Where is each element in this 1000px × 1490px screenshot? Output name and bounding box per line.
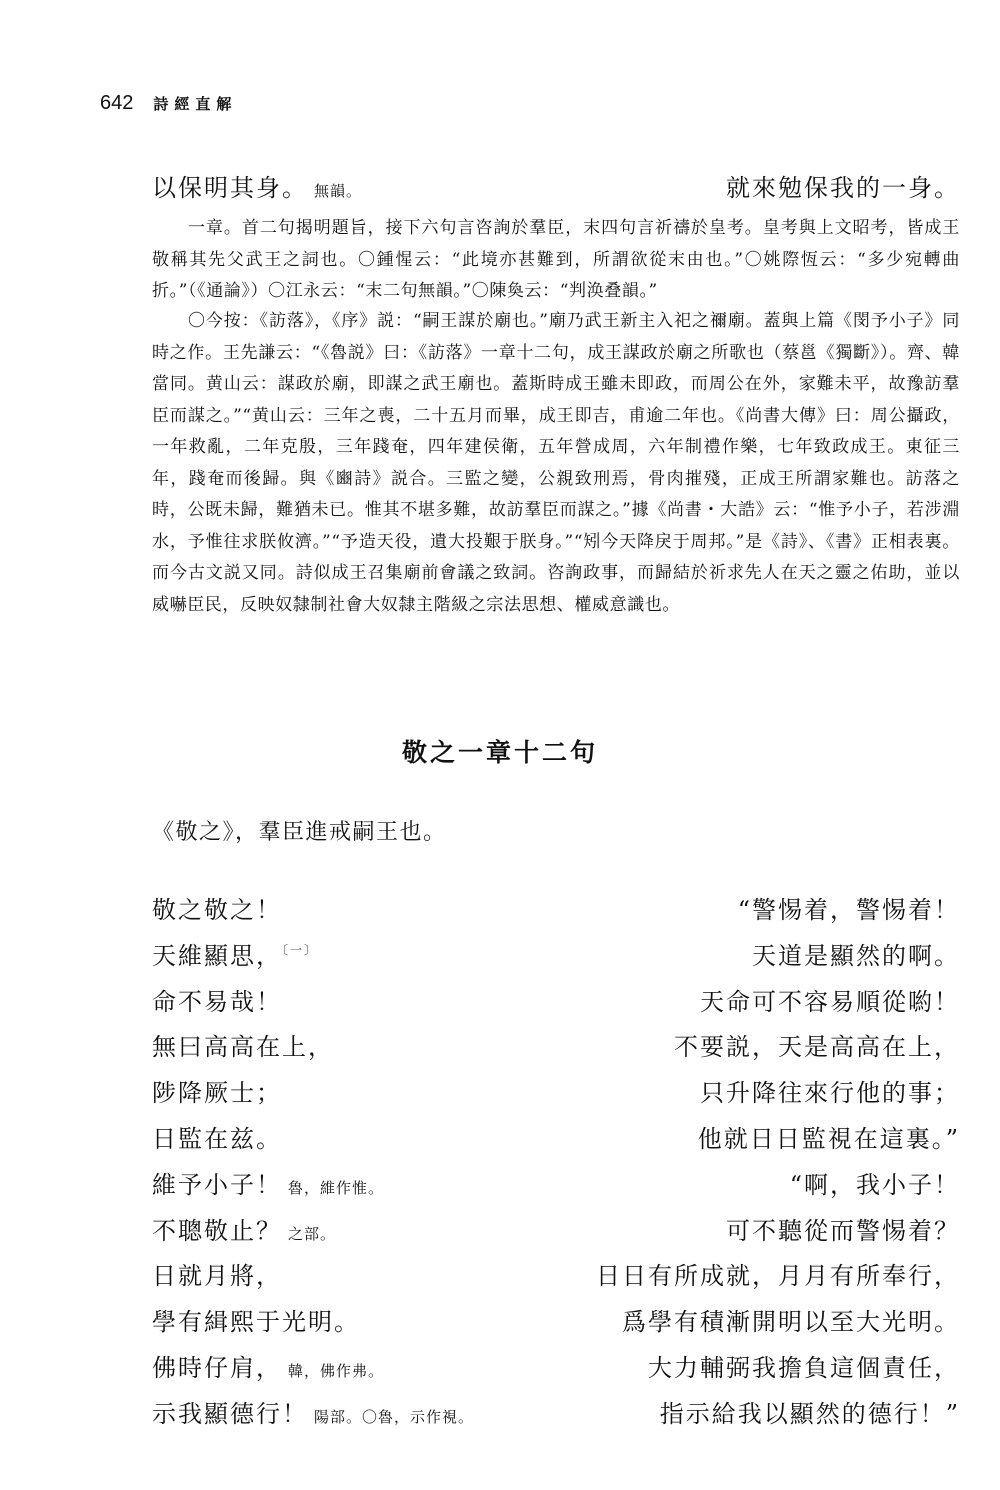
verse-original <box>152 982 282 1017</box>
poem-line <box>152 1256 960 1302</box>
poem-line <box>152 1119 960 1165</box>
poem-body <box>152 890 960 1440</box>
verse-original <box>152 1073 282 1108</box>
poem-line <box>152 936 960 982</box>
poem-line <box>152 890 960 936</box>
verse-original <box>152 1119 282 1154</box>
verse-translation: 可不聽從而警惕着？ <box>726 1216 960 1245</box>
verse-original <box>152 1302 360 1337</box>
verse-original <box>152 1027 334 1062</box>
verse-text: 佛時仔肩， <box>152 1353 282 1382</box>
verse-original <box>152 1348 384 1383</box>
verse-original <box>152 1211 336 1246</box>
verse-text: 示我顯德行！ <box>152 1399 308 1428</box>
verse-translation: 日日有所成就，月月有所奉行， <box>596 1262 960 1291</box>
commentary-paragraph-2: 〇今按：《訪落》，《序》説：“嗣王謀於廟也。”廟乃武王新主入祀之禰廟。蓋與上篇《閔予小子》同時之作。王先謙云：“《魯説》曰：《訪落》一章十二句，成王謀政於廟之所歌也（蔡邕《獨斷》）。齊、韓當同。黄山云：謀政於廟，即謀之武王廟也。蓋斯時成王雖未即政，而周公在外，家難未平，故豫訪羣臣而謀之。”“黄山云：三年之喪，二十五月而畢，成王即吉，甫逾二年也。《尚書大傳》曰：周公攝政，一年救亂，二年克殷，三年踐奄，四年建侯衛，五年營成周，六年制禮作樂，七年致政成王。東征三年，踐奄而後歸。與《豳詩》説合。三監之變，公親致刑焉，骨肉摧殘，正成王所謂家難也。訪落之時，公既未歸，難猶未已。惟其不堪多難，故訪羣臣而謀之。”據《尚書・大誥》云：“惟予小子，若涉淵水，予惟往求朕攸濟。”“予造天役，遺大投艱于朕身。”“矧今天降戾于周邦。”是《詩》、《書》正相表裏。而今古文説又同。詩似成王召集廟前會議之致詞。咨詢政事，而歸結於祈求先人在天之靈之佑助，並以威嚇臣民，反映奴隸制社會大奴隸主階級之宗法思想、權威意識也。 <box>152 311 960 615</box>
verse-translation: 爲學有積漸開明以至大光明。 <box>622 1308 960 1337</box>
verse-text: 日就月將， <box>152 1262 282 1291</box>
verse-original <box>152 936 318 971</box>
poem-line <box>152 1165 960 1211</box>
verse-translation: 他就日日監視在這裏。” <box>697 1124 960 1153</box>
poem-line <box>152 1348 960 1394</box>
verse-note: 之部。 <box>288 1224 337 1243</box>
verse-translation: 就來勉保我的一身。 <box>726 174 960 202</box>
verse-text: 命不易哉！ <box>152 987 282 1016</box>
continued-verse-line <box>152 168 960 208</box>
verse-note: 魯，維作惟。 <box>288 1178 385 1197</box>
verse-text: 陟降厥士； <box>152 1079 282 1108</box>
section-title: 敬之一章十二句 <box>401 738 598 767</box>
verse-note: 無韻。 <box>314 182 363 200</box>
verse-translation: 不要説，天是高高在上， <box>674 1033 960 1062</box>
poem-line <box>152 1394 960 1440</box>
verse-original <box>152 890 282 925</box>
poem-line <box>152 1073 960 1119</box>
verse-translation: 天道是顯然的啊。 <box>752 941 960 970</box>
verse-original <box>152 1256 282 1291</box>
verse-text: 學有緝熙于光明。 <box>152 1308 360 1337</box>
poem-line <box>152 982 960 1028</box>
verse-original <box>152 1394 474 1429</box>
footnote-marker: 〔一〕 <box>282 942 319 957</box>
verse-text: 維予小子！ <box>152 1170 282 1199</box>
verse-text: 無曰高高在上， <box>152 1033 334 1062</box>
verse-translation: 大力輔弼我擔負這個責任， <box>648 1353 960 1382</box>
verse-original <box>152 168 362 203</box>
poem-line <box>152 1027 960 1073</box>
running-title: 詩經直解 <box>153 95 238 113</box>
poem-preface: 《敬之》，羣臣進戒嗣王也。 <box>152 820 447 845</box>
verse-note: 陽部。〇魯，示作視。 <box>314 1407 475 1426</box>
page-number: 642 <box>100 92 134 114</box>
verse-original <box>152 1165 384 1200</box>
commentary-paragraph-1: 一章。首二句揭明題旨，接下六句言咨詢於羣臣，末四句言祈禱於皇考。皇考與上文昭考，皆成王敬稱其先父武王之詞也。〇鍾惺云：“此境亦甚難到，所謂欲從末由也。”〇姚際恆云：“多少宛轉曲折。”（《通論》）〇江永云：“末二句無韻。”〇陳奐云：“判涣叠韻。” <box>152 218 960 301</box>
verse-translation: 只升降往來行他的事； <box>700 1079 960 1108</box>
verse-text: 日監在兹。 <box>152 1124 282 1153</box>
verse-text: 敬之敬之！ <box>152 896 282 924</box>
verse-translation: 天命可不容易順從喲！ <box>700 987 960 1016</box>
verse-translation: “警惕着，警惕着！ <box>737 896 960 924</box>
verse-text: 天維顯思， <box>152 941 282 970</box>
poem-line <box>152 1211 960 1257</box>
verse-translation: 指示給我以顯然的德行！” <box>659 1399 960 1428</box>
verse-translation: “啊，我小子！ <box>789 1170 960 1199</box>
poem-line <box>152 1302 960 1348</box>
verse-text: 以保明其身。 <box>152 174 308 202</box>
verse-note: 韓，佛作弗。 <box>288 1361 385 1380</box>
page-header <box>100 92 237 115</box>
verse-text: 不聰敬止？ <box>152 1216 282 1245</box>
